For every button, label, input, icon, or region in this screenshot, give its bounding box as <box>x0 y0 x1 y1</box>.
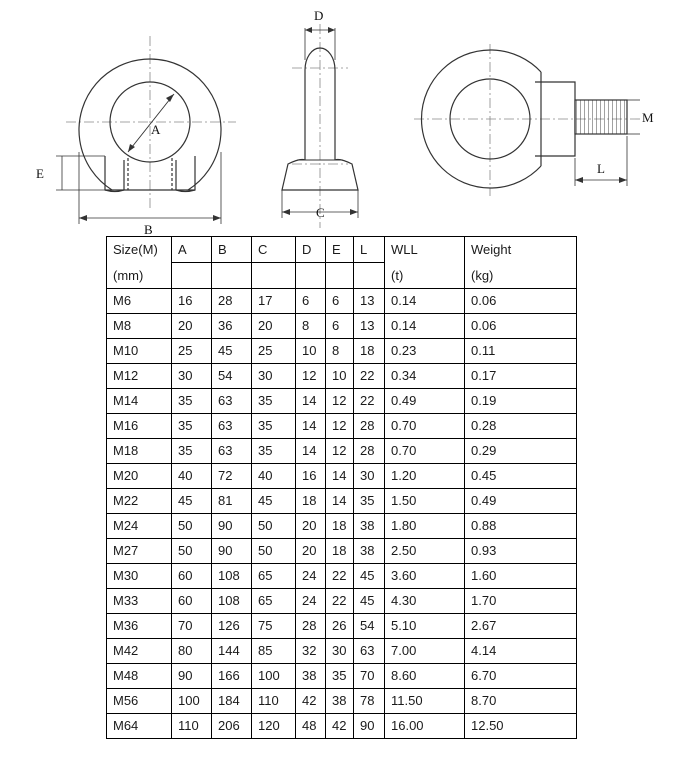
table-cell: 12 <box>296 363 326 388</box>
table-cell: 60 <box>172 588 212 613</box>
header-cell: C <box>252 237 296 263</box>
table-row <box>107 638 577 663</box>
table-cell: 184 <box>212 688 252 713</box>
header-cell: (mm) <box>107 263 172 289</box>
table-cell: 0.70 <box>385 413 465 438</box>
table-cell: 100 <box>172 688 212 713</box>
table-cell: 72 <box>212 463 252 488</box>
table-row <box>107 338 577 363</box>
size-cell: M42 <box>107 638 172 663</box>
table-cell: 35 <box>252 413 296 438</box>
table-cell: 25 <box>252 338 296 363</box>
table-cell: 1.50 <box>385 488 465 513</box>
table-cell: 22 <box>354 388 385 413</box>
table-cell: 7.00 <box>385 638 465 663</box>
header-cell <box>252 263 296 289</box>
table-row <box>107 713 577 738</box>
table-cell: 18 <box>296 488 326 513</box>
size-cell: M30 <box>107 563 172 588</box>
table-cell: 10 <box>296 338 326 363</box>
table-cell: 14 <box>296 388 326 413</box>
table-cell: 6 <box>296 288 326 313</box>
table-cell: 6.70 <box>465 663 577 688</box>
table-cell: 8 <box>326 338 354 363</box>
table-cell: 16 <box>296 463 326 488</box>
table-cell: 90 <box>212 513 252 538</box>
table-cell: 120 <box>252 713 296 738</box>
eye-nut-technical-drawing <box>0 0 688 236</box>
table-row <box>107 313 577 338</box>
table-cell: 4.14 <box>465 638 577 663</box>
table-cell: 108 <box>212 588 252 613</box>
header-cell: A <box>172 237 212 263</box>
table-cell: 81 <box>212 488 252 513</box>
table-cell: 40 <box>252 463 296 488</box>
table-cell: 14 <box>326 488 354 513</box>
table-cell: 0.14 <box>385 313 465 338</box>
table-cell: 30 <box>252 363 296 388</box>
table-cell: 35 <box>354 488 385 513</box>
table-cell: 0.06 <box>465 313 577 338</box>
table-cell: 0.17 <box>465 363 577 388</box>
table-cell: 22 <box>354 363 385 388</box>
table-cell: 28 <box>296 613 326 638</box>
table-row <box>107 613 577 638</box>
size-cell: M6 <box>107 288 172 313</box>
header-cell <box>326 263 354 289</box>
table-row <box>107 288 577 313</box>
table-cell: 4.30 <box>385 588 465 613</box>
table-cell: 28 <box>354 438 385 463</box>
table-cell: 12 <box>326 413 354 438</box>
table-cell: 35 <box>252 388 296 413</box>
table-cell: 63 <box>354 638 385 663</box>
table-cell: 50 <box>252 513 296 538</box>
table-cell: 60 <box>172 563 212 588</box>
dimension-label-a: A <box>151 122 161 137</box>
table-row <box>107 563 577 588</box>
table-cell: 42 <box>296 688 326 713</box>
table-cell: 3.60 <box>385 563 465 588</box>
table-row <box>107 488 577 513</box>
table-cell: 0.49 <box>465 488 577 513</box>
size-cell: M12 <box>107 363 172 388</box>
size-cell: M14 <box>107 388 172 413</box>
dimension-label-e: E <box>36 166 44 181</box>
size-cell: M56 <box>107 688 172 713</box>
table-cell: 11.50 <box>385 688 465 713</box>
size-cell: M16 <box>107 413 172 438</box>
table-row <box>107 363 577 388</box>
header-cell: (t) <box>385 263 465 289</box>
table-cell: 28 <box>354 413 385 438</box>
table-cell: 28 <box>212 288 252 313</box>
header-cell: D <box>296 237 326 263</box>
table-cell: 90 <box>212 538 252 563</box>
table-cell: 90 <box>172 663 212 688</box>
table-row <box>107 438 577 463</box>
table-cell: 30 <box>326 638 354 663</box>
table-cell: 2.50 <box>385 538 465 563</box>
size-cell: M48 <box>107 663 172 688</box>
table-cell: 14 <box>326 463 354 488</box>
table-cell: 78 <box>354 688 385 713</box>
header-cell: E <box>326 237 354 263</box>
table-cell: 36 <box>212 313 252 338</box>
spec-table <box>106 236 577 739</box>
size-cell: M22 <box>107 488 172 513</box>
table-cell: 85 <box>252 638 296 663</box>
table-cell: 24 <box>296 588 326 613</box>
table-cell: 65 <box>252 588 296 613</box>
table-cell: 1.20 <box>385 463 465 488</box>
header-cell <box>212 263 252 289</box>
table-cell: 0.14 <box>385 288 465 313</box>
table-cell: 13 <box>354 313 385 338</box>
size-cell: M27 <box>107 538 172 563</box>
front-view <box>56 36 236 224</box>
table-cell: 18 <box>354 338 385 363</box>
table-cell: 1.60 <box>465 563 577 588</box>
table-cell: 40 <box>172 463 212 488</box>
table-cell: 22 <box>326 563 354 588</box>
table-cell: 45 <box>354 588 385 613</box>
dimension-label-l: L <box>597 161 605 176</box>
table-cell: 35 <box>326 663 354 688</box>
table-cell: 26 <box>326 613 354 638</box>
table-cell: 0.70 <box>385 438 465 463</box>
size-cell: M8 <box>107 313 172 338</box>
eye-bolt-view <box>414 44 640 196</box>
header-cell <box>172 263 212 289</box>
table-cell: 14 <box>296 413 326 438</box>
table-cell: 166 <box>212 663 252 688</box>
size-cell: M33 <box>107 588 172 613</box>
table-cell: 54 <box>354 613 385 638</box>
table-cell: 1.80 <box>385 513 465 538</box>
table-cell: 25 <box>172 338 212 363</box>
table-cell: 90 <box>354 713 385 738</box>
table-cell: 13 <box>354 288 385 313</box>
table-cell: 144 <box>212 638 252 663</box>
table-cell: 16.00 <box>385 713 465 738</box>
size-cell: M18 <box>107 438 172 463</box>
table-cell: 42 <box>326 713 354 738</box>
table-cell: 100 <box>252 663 296 688</box>
table-row <box>107 663 577 688</box>
table-cell: 12.50 <box>465 713 577 738</box>
table-cell: 0.45 <box>465 463 577 488</box>
table-cell: 22 <box>326 588 354 613</box>
table-cell: 6 <box>326 288 354 313</box>
table-cell: 110 <box>252 688 296 713</box>
header-cell: WLL <box>385 237 465 263</box>
table-cell: 10 <box>326 363 354 388</box>
table-cell: 8 <box>296 313 326 338</box>
table-row <box>107 588 577 613</box>
table-cell: 16 <box>172 288 212 313</box>
table-cell: 75 <box>252 613 296 638</box>
table-cell: 38 <box>354 538 385 563</box>
table-cell: 35 <box>252 438 296 463</box>
table-cell: 0.19 <box>465 388 577 413</box>
table-cell: 0.11 <box>465 338 577 363</box>
header-cell <box>296 263 326 289</box>
table-cell: 0.06 <box>465 288 577 313</box>
header-cell: L <box>354 237 385 263</box>
header-cell: Size(M) <box>107 237 172 263</box>
table-cell: 20 <box>252 313 296 338</box>
table-row <box>107 688 577 713</box>
table-cell: 206 <box>212 713 252 738</box>
table-cell: 38 <box>354 513 385 538</box>
table-cell: 24 <box>296 563 326 588</box>
table-cell: 80 <box>172 638 212 663</box>
table-cell: 50 <box>252 538 296 563</box>
table-cell: 35 <box>172 438 212 463</box>
dimension-label-d: D <box>314 8 324 23</box>
table-cell: 20 <box>172 313 212 338</box>
table-row <box>107 513 577 538</box>
table-cell: 14 <box>296 438 326 463</box>
table-row <box>107 413 577 438</box>
table-cell: 1.70 <box>465 588 577 613</box>
table-cell: 20 <box>296 513 326 538</box>
header-cell: (kg) <box>465 263 577 289</box>
size-cell: M24 <box>107 513 172 538</box>
header-cell: B <box>212 237 252 263</box>
side-view <box>282 24 358 228</box>
table-cell: 45 <box>354 563 385 588</box>
table-cell: 0.88 <box>465 513 577 538</box>
table-cell: 126 <box>212 613 252 638</box>
table-cell: 50 <box>172 513 212 538</box>
table-cell: 2.67 <box>465 613 577 638</box>
header-cell: Weight <box>465 237 577 263</box>
table-cell: 6 <box>326 313 354 338</box>
table-cell: 63 <box>212 438 252 463</box>
table-row <box>107 388 577 413</box>
table-cell: 17 <box>252 288 296 313</box>
size-cell: M10 <box>107 338 172 363</box>
table-cell: 0.28 <box>465 413 577 438</box>
table-cell: 0.93 <box>465 538 577 563</box>
table-cell: 8.70 <box>465 688 577 713</box>
table-cell: 48 <box>296 713 326 738</box>
table-cell: 35 <box>172 388 212 413</box>
table-cell: 18 <box>326 513 354 538</box>
table-cell: 20 <box>296 538 326 563</box>
table-cell: 30 <box>172 363 212 388</box>
table-cell: 38 <box>326 688 354 713</box>
table-row <box>107 538 577 563</box>
table-cell: 12 <box>326 438 354 463</box>
table-cell: 38 <box>296 663 326 688</box>
table-cell: 18 <box>326 538 354 563</box>
table-header-row <box>107 237 577 263</box>
table-cell: 70 <box>354 663 385 688</box>
header-cell <box>354 263 385 289</box>
dimension-label-c: C <box>316 205 325 220</box>
table-cell: 63 <box>212 413 252 438</box>
size-cell: M36 <box>107 613 172 638</box>
dimension-label-b: B <box>144 222 153 236</box>
table-cell: 0.23 <box>385 338 465 363</box>
size-cell: M64 <box>107 713 172 738</box>
table-cell: 30 <box>354 463 385 488</box>
table-cell: 0.49 <box>385 388 465 413</box>
table-cell: 63 <box>212 388 252 413</box>
table-row <box>107 463 577 488</box>
table-cell: 12 <box>326 388 354 413</box>
table-cell: 32 <box>296 638 326 663</box>
size-cell: M20 <box>107 463 172 488</box>
table-cell: 45 <box>172 488 212 513</box>
table-cell: 70 <box>172 613 212 638</box>
dimension-label-m: M <box>642 110 654 125</box>
table-cell: 110 <box>172 713 212 738</box>
table-cell: 45 <box>252 488 296 513</box>
table-cell: 8.60 <box>385 663 465 688</box>
table-cell: 50 <box>172 538 212 563</box>
table-header-row <box>107 263 577 289</box>
table-cell: 54 <box>212 363 252 388</box>
table-cell: 0.34 <box>385 363 465 388</box>
table-cell: 108 <box>212 563 252 588</box>
table-cell: 5.10 <box>385 613 465 638</box>
table-cell: 45 <box>212 338 252 363</box>
table-cell: 35 <box>172 413 212 438</box>
table-cell: 0.29 <box>465 438 577 463</box>
table-cell: 65 <box>252 563 296 588</box>
